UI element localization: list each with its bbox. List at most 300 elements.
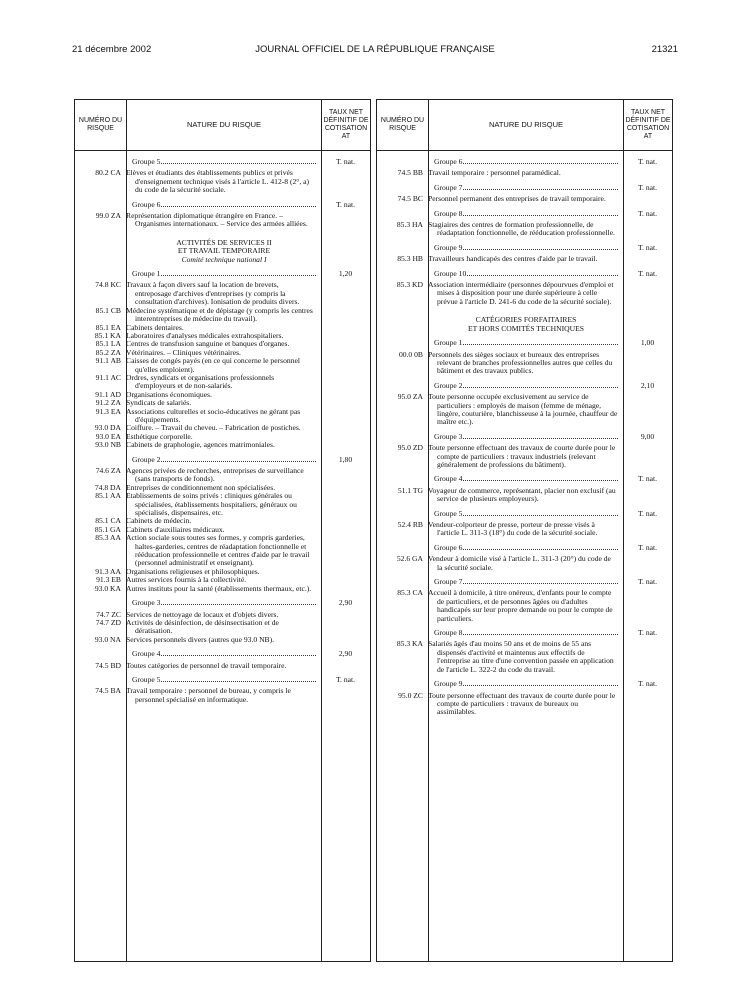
risk-description: Voyageur de commerce, représentant, placier non exclusif (au service de plusieurs employeurs). [428,485,616,504]
group-label [428,184,623,192]
risk-code: 52.6 GA [396,554,423,564]
section-title [126,239,321,264]
row-code [377,680,428,688]
right-table [376,99,673,962]
risk-description: Services personnels divers (autres que 93.0 NB). [126,634,275,644]
risk-description: Action sociale sous toutes ses formes, y compris garderies, haltes-garderies, centres de réadaptation fonctionnelle et rééducation professionnelle et centres d'aide par le travail (personnel administratif et enseignant). [126,533,310,568]
dot-leader [463,215,618,216]
group-name: Groupe 3 [434,431,463,441]
group-label [126,270,321,278]
risk-description: Représentation diplomatique étrangère en France. – Organismes internationaux. – Service des armées alliées. [126,211,308,229]
risk-description: Entreprises de conditionnement non spécialisées. [126,482,276,492]
risk-code: 74.5 BA [95,686,121,696]
group-row [75,270,370,278]
group-label [428,433,623,441]
issue-date: 21 décembre 2002 [72,44,152,55]
risk-description: Toute personne occupée exclusivement au service de particuliers : employés de maison (femme de ménage, lingère, couturière, blanchisseuse à la journée, chauffeur de maître etc.). [428,392,618,427]
row-rate [321,534,370,568]
risk-description: Salariés âgés d'au moins 50 ans et de moins de 55 ans dispensés d'activité et maintenus aux effectifs de l'entreprise au titre d'une convention passée en application de l'article L. 322-2 du code du travail. [428,639,614,674]
risk-code: 95.0 ZA [397,392,423,402]
row-rate [623,255,672,263]
dot-leader [463,515,618,516]
group-name: Groupe 6 [434,157,463,166]
risk-code: 91.3 EB [96,575,121,585]
table-row [377,169,672,177]
group-label [428,382,623,390]
row-code [377,629,428,637]
risk-description: Association intermédiaire (personnes dépourvues d'emploi et mises à disposition pour une durée supérieure à celle prévue à l'article D. 241-6 du code de la sécurité sociale). [428,280,614,306]
section-line: ET TRAVAIL TEMPORAIRE [177,246,271,256]
table-row [377,444,672,469]
group-rate: T. nat. [637,157,658,166]
row-rate [623,487,672,504]
risk-code: 85.3 AA [95,533,121,543]
group-row [75,456,370,464]
group-name: Groupe 8 [434,628,463,638]
row-rate [321,408,370,425]
group-rate: T. nat. [637,508,658,518]
group-rate: 1,00 [640,338,655,348]
row-code [75,239,126,264]
header-code: NUMÉRO DU RISQUE [380,117,425,132]
row-rate [321,619,370,636]
group-name: Groupe 9 [434,242,463,252]
table-row [75,281,370,306]
group-row [377,158,672,166]
row-rate [321,441,370,449]
group-label [428,210,623,218]
risk-description: Organisations économiques. [126,389,212,399]
section-title [428,316,623,333]
row-rate [623,195,672,203]
row-rate [321,239,370,264]
row-rate [321,399,370,407]
group-rate: T. nat. [637,679,658,689]
table-row [75,636,370,644]
group-name: Groupe 9 [434,679,463,689]
table-row [75,467,370,484]
risk-code: 85.1 GA [94,524,121,534]
table-row [75,687,370,704]
risk-description: Travailleurs handicapés des centres d'aide par le travail. [428,254,598,264]
risk-code: 85.1 KA [94,330,121,340]
table-row [377,255,672,263]
risk-code: 85.1 AA [95,491,121,501]
group-rate: T. nat. [637,542,658,552]
row-code [377,270,428,278]
dot-leader [463,685,618,686]
row-rate [321,349,370,357]
row-rate [321,687,370,704]
group-name: Groupe 6 [132,199,161,209]
group-label [126,676,321,684]
row-code [377,578,428,586]
row-rate [321,169,370,194]
row-rate [623,393,672,427]
table-body [75,151,370,704]
row-code [377,339,428,347]
risk-code: 85.1 CB [95,305,121,315]
row-rate [623,692,672,717]
risk-description: Caisses de congés payés (en ce qui concerne le personnel qu'elles emploient). [126,356,300,374]
group-label [126,456,321,464]
group-name: Groupe 7 [434,182,463,192]
header-nature: NATURE DU RISQUE [428,100,623,150]
row-code [377,210,428,218]
group-rate: 1,80 [338,454,353,464]
risk-code: 85.2 ZA [95,347,121,357]
group-rate: T. nat. [637,242,658,252]
group-rate: 9,00 [640,431,655,441]
risk-description: Cabinets d'auxiliaires médicaux. [126,524,225,534]
risk-description: Vétérinaires. – Cliniques vétérinaires. [126,347,241,357]
table-row [75,357,370,374]
dot-leader [463,583,618,584]
header-rate: TAUX NET DÉFINITIF DE COTISATION AT [623,100,672,150]
risk-code: 93.0 NB [95,440,121,450]
row-rate [321,662,370,670]
group-row [377,475,672,483]
group-rate: 1,20 [338,269,353,279]
table-row [75,212,370,229]
dot-leader [161,681,316,682]
group-row [75,650,370,658]
group-row [377,244,672,252]
group-name: Groupe 1 [434,338,463,348]
row-rate [321,281,370,306]
page-number: 21321 [651,44,678,55]
row-code [75,650,126,658]
risk-description: Activités de désinfection, de désinsectisation et de dératisation. [126,617,279,636]
group-rate: T. nat. [335,157,356,166]
risk-code: 85.3 KA [396,639,423,649]
group-name: Groupe 2 [132,454,161,464]
group-row [75,676,370,684]
row-code [377,158,428,166]
row-rate [623,316,672,333]
dot-leader [161,461,316,462]
row-rate [623,281,672,306]
group-label [428,244,623,252]
header-nature: NATURE DU RISQUE [126,100,321,150]
group-label [428,510,623,518]
table-row [377,692,672,717]
dot-leader [463,344,618,345]
table-header [75,99,370,151]
row-rate [623,555,672,572]
table-row [377,640,672,674]
group-rate: T. nat. [637,268,658,278]
header-rate: TAUX NET DÉFINITIF DE COTISATION AT [321,100,370,150]
risk-description: Centres de transfusion sanguine et banques d'organes. [126,339,290,349]
row-rate [321,526,370,534]
risk-code: 85.3 HA [396,220,423,230]
risk-code: 85.1 LA [95,339,121,349]
group-rate: T. nat. [335,674,356,684]
table-row [377,351,672,376]
row-code [75,676,126,684]
row-rate [321,324,370,332]
risk-code: 85.3 HB [397,254,423,264]
group-name: Groupe 1 [132,269,161,279]
risk-code: 80.2 CA [95,168,121,178]
group-label [126,599,321,607]
section-subtitle: Comité technique national I [181,254,267,264]
group-label [428,680,623,688]
row-rate [321,340,370,348]
row-rate [321,585,370,593]
row-rate [623,444,672,469]
risk-code: 91.3 AA [95,566,121,576]
dot-leader [463,249,618,250]
row-rate [321,576,370,584]
group-row [377,578,672,586]
group-name: Groupe 8 [434,208,463,218]
dot-leader [463,163,618,164]
group-rate: 2,10 [640,380,655,390]
risk-code: 52.4 RB [397,520,423,529]
table-row [75,374,370,391]
risk-code: 99.0 ZA [95,211,121,221]
row-rate [321,467,370,484]
table-row [377,393,672,427]
row-rate [321,374,370,391]
risk-description: Toute personne effectuant des travaux de courte durée pour le compte de particuliers : travaux de bureaux ou assimilables. [428,690,616,717]
risk-description: Toutes catégories de personnel de travail temporaire. [126,660,287,670]
dot-leader [463,438,618,439]
row-rate [321,307,370,324]
group-rate: T. nat. [637,208,658,218]
group-name: Groupe 10 [434,268,467,278]
dot-leader [161,163,316,164]
table-row [75,441,370,449]
group-rate: T. nat. [637,182,658,192]
group-rate: T. nat. [637,474,658,484]
group-row [377,270,672,278]
table-row [75,619,370,636]
table-row [377,487,672,504]
table-row [377,589,672,623]
risk-code: 00.0 0B [398,349,423,359]
risk-code: 95.0 ZC [398,690,423,700]
row-rate [321,433,370,441]
risk-description: Vendeur-colporteur de presse, porteur de presse visés à l'article L. 311-3 (18°) du code de la sécurité sociale. [428,520,598,538]
risk-description: Organisations religieuses et philosophiques. [126,566,260,576]
section-line: ACTIVITÉS DE SERVICES II [176,237,272,247]
group-rate: T. nat. [637,628,658,638]
group-row [75,201,370,209]
table-row [75,307,370,324]
risk-description: Vendeur à domicile visé à l'article L. 311-3 (20°) du code de la sécurité sociale. [428,554,611,572]
table-row [75,534,370,568]
row-code [377,184,428,192]
group-rate: 2,90 [338,649,353,659]
table-body [377,151,672,717]
table-row [75,408,370,425]
section-line: ET HORS COMITÉS TECHNIQUES [468,323,584,333]
risk-code: 91.1 AD [95,389,121,399]
row-rate [321,517,370,525]
header-code: NUMÉRO DU RISQUE [78,117,123,132]
group-name: Groupe 6 [434,542,463,552]
risk-description: Agences privées de recherches, entreprises de surveillance (sans transports de fonds). [126,466,304,484]
row-code [377,316,428,333]
group-name: Groupe 2 [434,380,463,390]
row-rate [321,424,370,432]
risk-description: Travail temporaire : personnel de bureau, y compris le personnel spécialisé en informatique. [126,686,291,704]
group-row [377,433,672,441]
risk-description: Laboratoires d'analyses médicales extrahospitaliers. [126,330,284,340]
group-label [428,475,623,483]
group-label [126,201,321,209]
table-row [75,492,370,517]
group-label [428,339,623,347]
risk-code: 74.7 ZD [95,617,121,627]
risk-description: Associations culturelles et socio-éducatives ne gérant pas d'équipements. [126,406,301,424]
dot-leader [161,604,316,605]
risk-code: 74.6 ZA [95,466,121,475]
risk-code: 74.8 DA [94,482,121,492]
group-rate: 2,90 [338,598,353,608]
risk-code: 91.1 AB [95,356,121,366]
risk-code: 74.5 BB [397,168,423,178]
dot-leader [463,480,618,481]
risk-description: Personnels des sièges sociaux et bureaux des entreprises relevant de branches professionnelles autres que celles du bâtiment et des travaux publics. [428,349,613,376]
row-rate [623,589,672,623]
row-rate [321,357,370,374]
row-rate [321,391,370,399]
group-name: Groupe 3 [132,598,161,608]
row-rate [321,492,370,517]
group-row [377,680,672,688]
dot-leader [467,275,618,276]
risk-code: 91.3 EA [95,406,121,416]
group-row [75,158,370,166]
risk-code: 93.0 KA [94,583,121,593]
group-label [428,270,623,278]
risk-code: 85.3 CA [397,588,423,598]
risk-code: 85.1 EA [95,322,121,332]
risk-code: 91.2 ZA [95,398,121,408]
group-label [428,578,623,586]
dot-leader [463,387,618,388]
group-name: Groupe 4 [132,649,161,659]
risk-code: 85.3 KD [396,280,423,290]
group-label [428,158,623,166]
risk-description: Cabinets dentaires. [126,322,184,332]
row-code [377,510,428,518]
row-rate [321,484,370,492]
risk-description: Cabinets de médecin. [126,516,192,526]
group-row [377,382,672,390]
table-row [377,221,672,238]
row-rate [321,568,370,576]
row-rate [623,521,672,538]
row-code [75,270,126,278]
row-code [377,433,428,441]
row-rate [623,221,672,238]
group-rate: T. nat. [637,577,658,587]
risk-description: Syndicats de salariés. [126,398,192,408]
risk-description: Coiffure. – Travail du cheveu. – Fabrication de postiches. [126,423,301,433]
risk-code: 93.0 NA [94,634,121,644]
section-heading [75,239,370,264]
table-header [377,99,672,151]
risk-code: 74.5 BC [397,194,423,204]
risk-description: Personnel permanent des entreprises de travail temporaire. [428,194,606,204]
group-name: Groupe 5 [132,674,161,684]
row-code [377,382,428,390]
table-row [75,169,370,194]
group-rate: T. nat. [335,199,356,209]
risk-code: 93.0 DA [94,423,121,433]
group-row [377,629,672,637]
group-row [377,339,672,347]
risk-description: Etablissements de soins privés : cliniques générales ou spécialisées, établissements hospitaliers, généraux ou spécialisés, dispensaires, etc. [126,491,297,518]
risk-description: Elèves et étudiants des établissements publics et privés d'enseignement technique visés à l'article L. 412-8 (2°, a) du code de la sécurité sociale. [126,168,310,195]
dot-leader [463,189,618,190]
risk-description: Ordres, syndicats et organisations professionnels d'employeurs et de non-salariés. [126,372,275,391]
table-row [75,662,370,670]
dot-leader [161,206,316,207]
risk-description: Esthétique corporelle. [126,431,193,441]
row-rate [321,212,370,229]
group-name: Groupe 7 [434,577,463,587]
risk-description: Services de nettoyage de locaux et d'objets divers. [126,609,279,619]
group-row [377,510,672,518]
risk-description: Médecine systématique et de dépistage (y compris les centres interentreprises de médecine du travail). [126,305,313,324]
risk-description: Stagiaires des centres de formation professionnelle, de réadaptation fonctionnelle, de rééducation professionnelle. [428,220,615,238]
table-row [377,555,672,572]
risk-code: 85.1 CA [95,516,121,526]
row-rate [623,640,672,674]
row-code [377,244,428,252]
journal-title: JOURNAL OFFICIEL DE LA RÉPUBLIQUE FRANÇAISE [255,44,495,55]
group-label [428,629,623,637]
group-label [428,544,623,552]
risk-code: 91.1 AC [95,372,121,382]
dot-leader [463,549,618,550]
row-code [377,544,428,552]
risk-code: 51.1 TG [397,485,423,495]
row-rate [321,332,370,340]
group-row [75,599,370,607]
row-code [75,201,126,209]
row-code [377,475,428,483]
group-label [126,158,321,166]
risk-code: 95.0 ZD [397,443,423,453]
risk-description: Accueil à domicile, à titre onéreux, d'enfants pour le compte de particuliers, et de personnes âgées ou d'adultes handicapés sur leur propre demande ou pour le compte de particuliers. [428,588,613,623]
group-name: Groupe 5 [132,157,161,166]
dot-leader [161,275,316,276]
group-label [126,650,321,658]
risk-code: 74.7 ZC [96,609,121,619]
group-name: Groupe 4 [434,474,463,484]
table-row [377,521,672,538]
table-row [377,195,672,203]
row-rate [321,636,370,644]
group-row [377,544,672,552]
row-code [75,158,126,166]
row-rate [623,169,672,177]
risk-description: Autres instituts pour la santé (établissements thermaux, etc.). [126,583,312,593]
row-code [75,599,126,607]
risk-description: Travaux à façon divers sauf la location de brevets, entreposage d'archives d'entreprises (y compris la consultation d'archives). Ionisation de produits divers. [126,280,300,307]
page-header [72,44,678,58]
risk-code: 74.5 BD [95,660,121,670]
risk-description: Cabinets de graphologie, agences matrimoniales. [126,440,275,450]
row-rate [623,351,672,376]
